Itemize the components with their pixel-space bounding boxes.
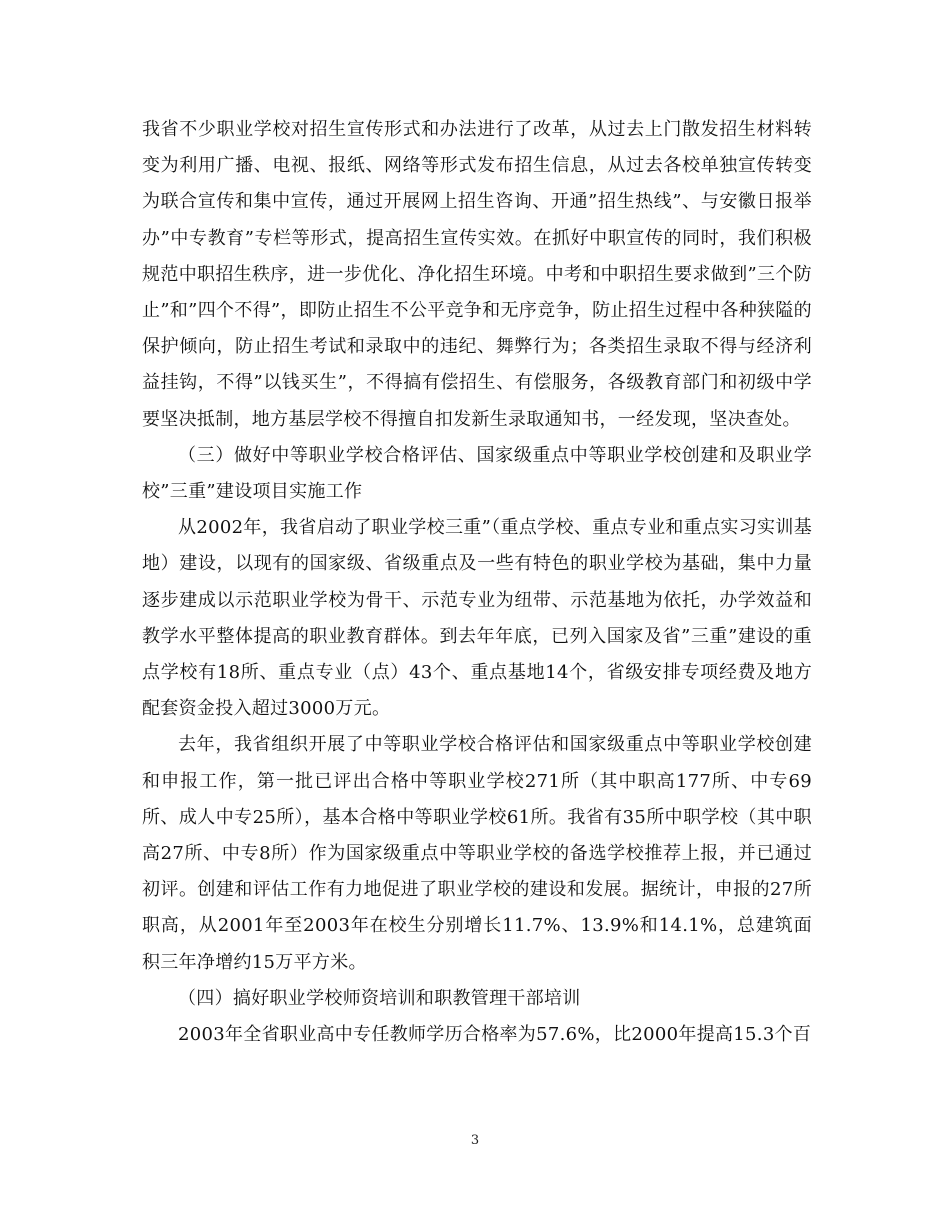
paragraph-enrollment-reform: 我省不少职业学校对招生宣传形式和办法进行了改革，从过去上门散发招生材料转变为利用广播、电视、报纸、网络等形式发布招生信息，从过去各校单独宣传转变为联合宣传和集中宣传，通过开展网上招生咨询、开通”招生热线”、与安徽日报举办”中专教育”专栏等形式，提高招生宣传实效。在抓好中职宣传的同时，我们积极规范中职招生秩序，进一步优化、净化招生环境。中考和中职招生要求做到”三个防止”和”四个不得”，即防止招生不公平竞争和无序竞争，防止招生过程中各种狭隘的保护倾向，防止招生考试和录取中的违纪、舞弊行为；各类招生录取不得与经济利益挂钩，不得”以钱买生”，不得搞有偿招生、有偿服务，各级教育部门和初级中学要坚决抵制，地方基层学校不得擅自扣发新生录取通知书，一经发现，坚决查处。 bbox=[142, 119, 812, 430]
paragraph-qualification-assessment: 去年，我省组织开展了中等职业学校合格评估和国家级重点中等职业学校创建和申报工作，第一批已评出合格中等职业学校271所（其中职高177所、中专69所、成人中专25所），基本合格中等职业学校61所。我省有35所中职学校（其中职高27所、中专8所）作为国家级重点中等职业学校的备选学校推荐上报，并已通过初评。创建和评估工作有力地促进了职业学校的建设和发展。据统计，申报的27所职高，从2001年至2003年在校生分别增长11.7%、13.9%和14.1%，总建筑面积三年净增约15万平方米。 bbox=[142, 734, 812, 973]
page-number: 3 bbox=[470, 1133, 480, 1148]
heading-section-three: （三）做好中等职业学校合格评估、国家级重点中等职业学校创建和及职业学校”三重”建设项目实施工作 bbox=[142, 444, 812, 503]
paragraph-three-key-construction: 从2002年，我省启动了职业学校三重”（重点学校、重点专业和重点实习实训基地）建设，以现有的国家级、省级重点及一些有特色的职业学校为基础，集中力量逐步建成以示范职业学校为骨干、示范专业为纽带、示范基地为依托，办学效益和教学水平整体提高的职业教育群体。到去年年底，已列入国家及省”三重”建设的重点学校有18所、重点专业（点）43个、重点基地14个，省级安排专项经费及地方配套资金投入超过3000万元。 bbox=[142, 517, 812, 720]
document-body bbox=[142, 112, 812, 1053]
paragraph-teacher-qualification: 2003年全省职业高中专任教师学历合格率为57.6%，比2000年提高15.3个百 bbox=[178, 1024, 812, 1046]
heading-section-four: （四）搞好职业学校师资培训和职教管理干部培训 bbox=[178, 987, 581, 1009]
